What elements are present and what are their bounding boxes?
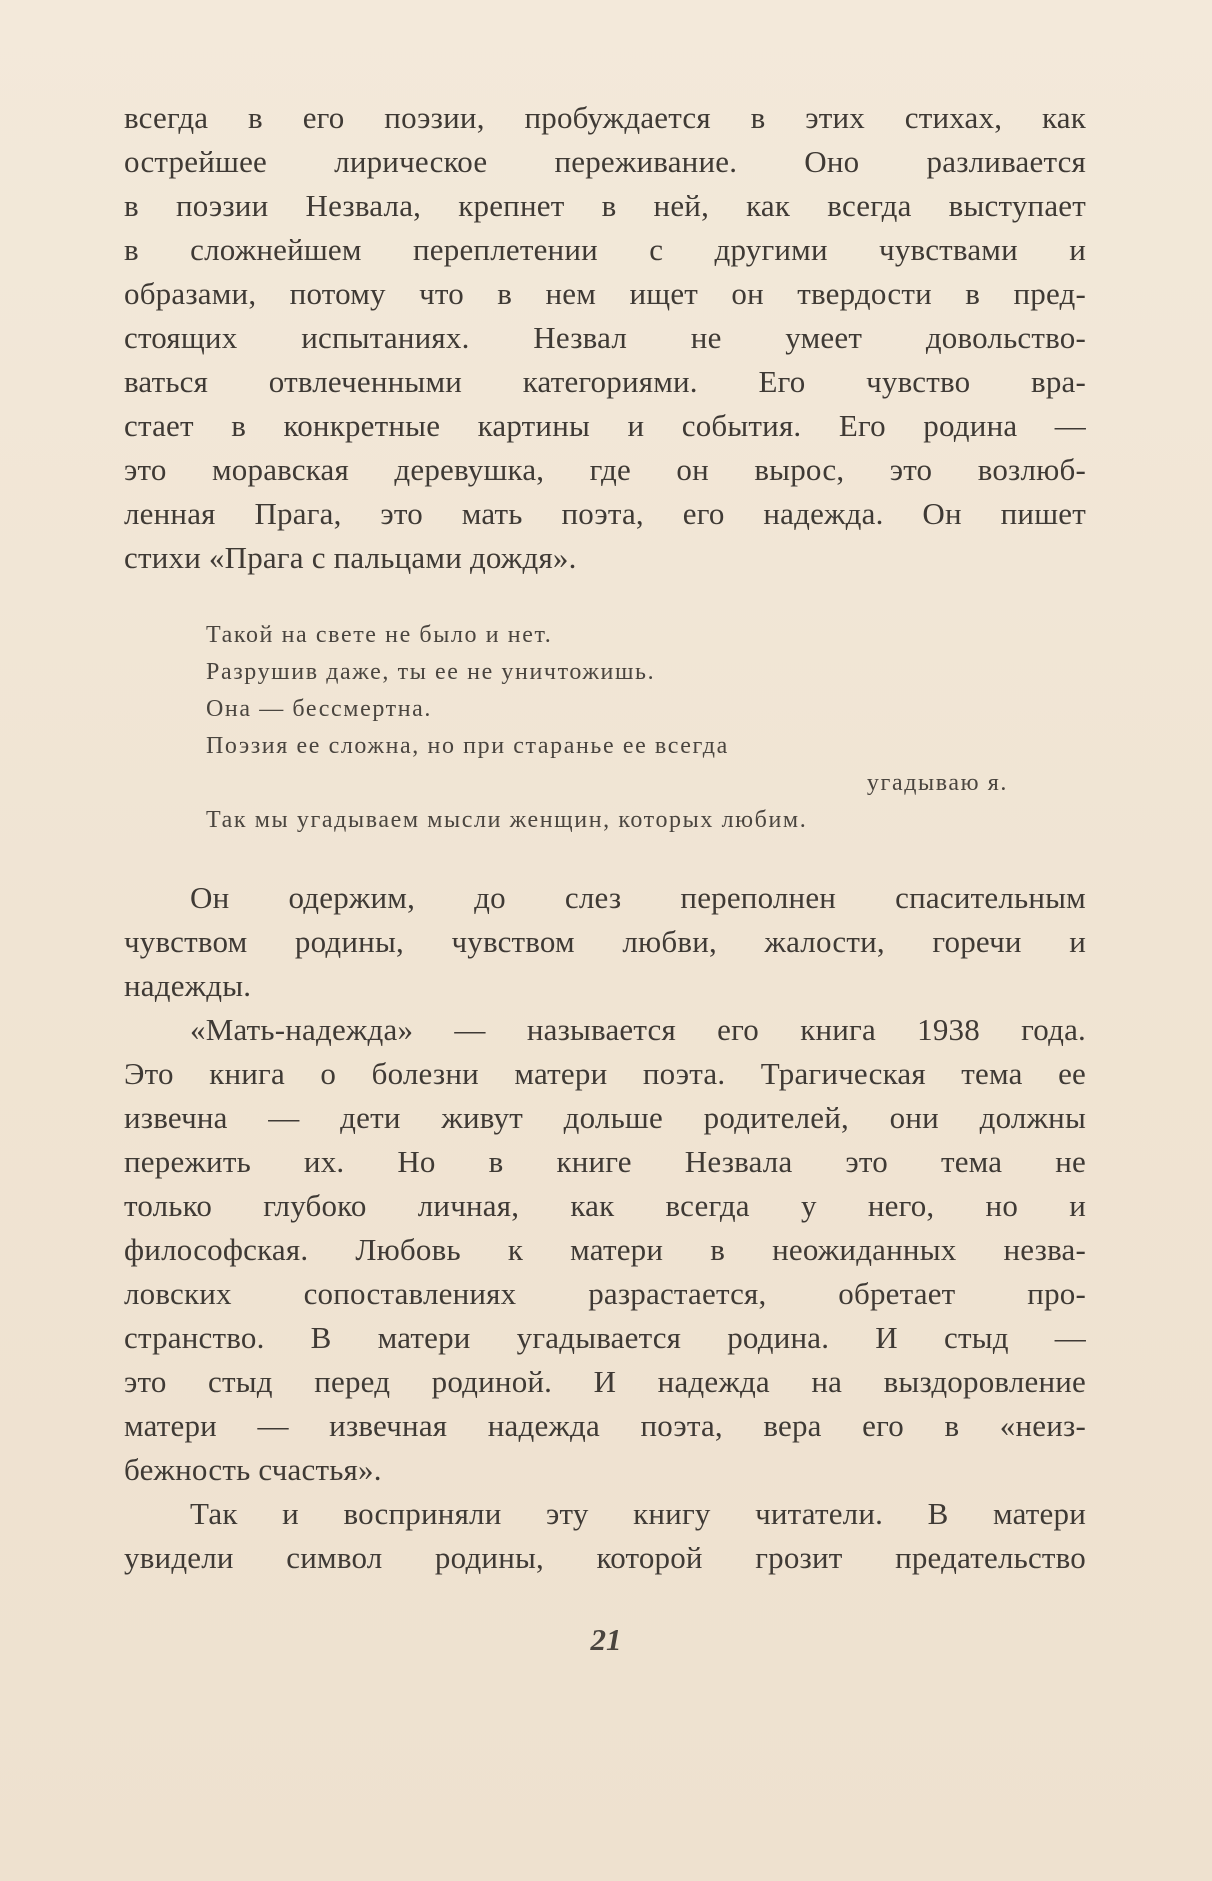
- poem-line: Разрушив даже, ты ее не уничтожишь.: [206, 659, 656, 685]
- text-line: образами, потому что в нем ищет он твердости в пред-: [124, 276, 1086, 311]
- text-line: Так и восприняли эту книгу читатели. В матери: [190, 1496, 1086, 1531]
- text-line: всегда в его поэзии, пробуждается в этих стихах, как: [124, 100, 1086, 135]
- text-line: странство. В матери угадывается родина. И стыд —: [124, 1320, 1086, 1355]
- text-line: пережить их. Но в книге Незвала это тема не: [124, 1144, 1086, 1179]
- paragraph-3: [124, 1008, 1086, 1492]
- text-line: бежность счастья».: [124, 1452, 382, 1487]
- text-line: ленная Прага, это мать поэта, его надежда. Он пишет: [124, 496, 1086, 531]
- paragraph-1: [124, 96, 1086, 580]
- text-line: Он одержим, до слез переполнен спасительным: [190, 880, 1086, 915]
- poem-quote: [206, 617, 1066, 839]
- text-line: ловских сопоставлениях разрастается, обретает про-: [124, 1276, 1086, 1311]
- poem-line: Она — бессмертна.: [206, 696, 432, 722]
- text-line: «Мать-надежда» — называется его книга 1938 года.: [190, 1012, 1086, 1047]
- text-line: увидели символ родины, которой грозит предательство: [124, 1540, 1086, 1575]
- poem-line: угадываю я.: [866, 770, 1008, 796]
- text-line: извечна — дети живут дольше родителей, они должны: [124, 1100, 1086, 1135]
- poem-line: Поэзия ее сложна, но при старанье ее всегда: [206, 733, 729, 759]
- text-line: острейшее лирическое переживание. Оно разливается: [124, 144, 1086, 179]
- text-line: матери — извечная надежда поэта, вера его в «неиз-: [124, 1408, 1086, 1443]
- text-line: стает в конкретные картины и события. Его родина —: [124, 408, 1086, 443]
- paragraph-2: [124, 876, 1086, 1008]
- text-line: в сложнейшем переплетении с другими чувствами и: [124, 232, 1086, 267]
- text-line: это стыд перед родиной. И надежда на выздоровление: [124, 1364, 1086, 1399]
- text-line: надежды.: [124, 968, 252, 1003]
- text-line: Это книга о болезни матери поэта. Трагическая тема ее: [124, 1056, 1086, 1091]
- paragraph-4: [124, 1492, 1086, 1580]
- text-line: чувством родины, чувством любви, жалости, горечи и: [124, 924, 1086, 959]
- text-line: стоящих испытаниях. Незвал не умеет довольство-: [124, 320, 1086, 355]
- text-line: стихи «Прага с пальцами дождя».: [124, 540, 577, 575]
- poem-line: Такой на свете не было и нет.: [206, 622, 553, 648]
- text-line: только глубоко личная, как всегда у него, но и: [124, 1188, 1086, 1223]
- text-line: ваться отвлеченными категориями. Его чувство вра-: [124, 364, 1086, 399]
- page-number: 21: [590, 1622, 622, 1657]
- poem-line: Так мы угадываем мысли женщин, которых любим.: [206, 807, 808, 833]
- text-line: философская. Любовь к матери в неожиданных незва-: [124, 1232, 1086, 1267]
- text-line: в поэзии Незвала, крепнет в ней, как всегда выступает: [124, 188, 1086, 223]
- text-line: это моравская деревушка, где он вырос, это возлюб-: [124, 452, 1086, 487]
